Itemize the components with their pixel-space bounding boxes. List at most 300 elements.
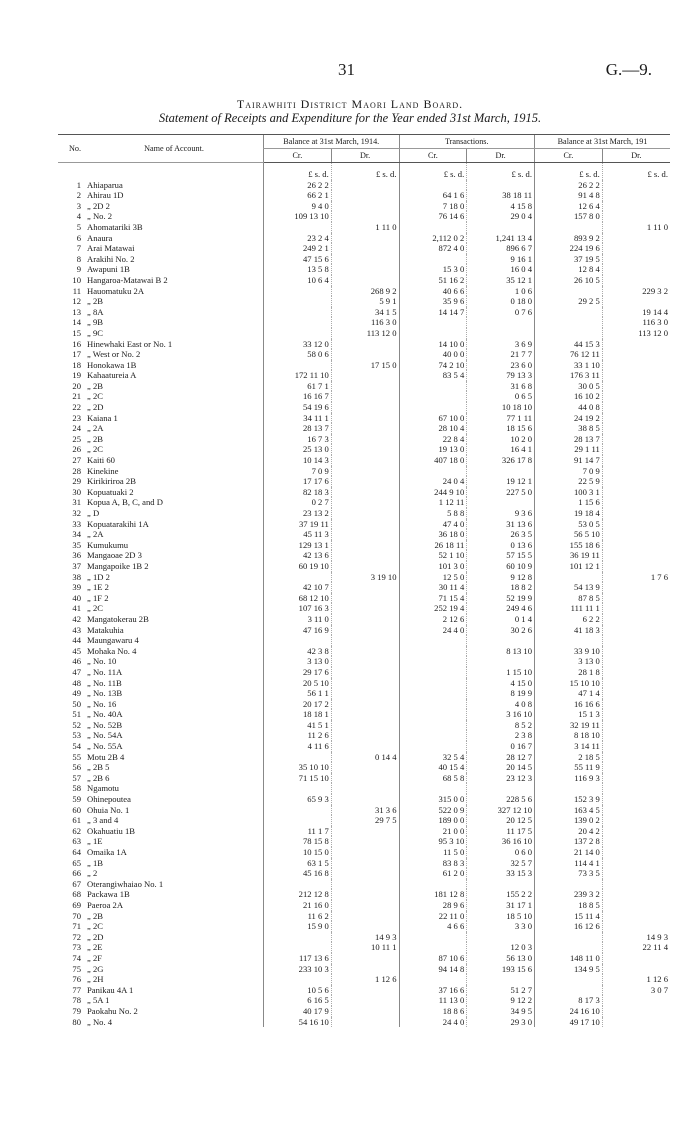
balance-1914-cr: 21 16 0 xyxy=(264,900,332,911)
balance-1914-cr: 3 11 0 xyxy=(264,614,332,625)
balance-1914-dr: 268 9 2 xyxy=(331,286,399,297)
row-number: 65 xyxy=(72,857,81,868)
balance-1915-cr: 139 0 2 xyxy=(535,815,603,826)
units-label: £ s. d. xyxy=(399,163,467,180)
transactions-cr: 18 8 6 xyxy=(399,1006,467,1017)
row-number: 8 xyxy=(76,253,81,264)
balance-1914-cr: 9 4 0 xyxy=(264,201,332,212)
balance-1915-cr: 41 18 3 xyxy=(535,625,603,636)
balance-1914-cr: 17 17 6 xyxy=(264,476,332,487)
balance-1914-dr: 116 3 0 xyxy=(331,317,399,328)
row-number: 68 xyxy=(72,889,81,900)
table-row xyxy=(58,413,670,424)
balance-1914-cr: 129 13 1 xyxy=(264,540,332,551)
balance-1915-cr: 49 17 10 xyxy=(535,1017,603,1028)
balance-1914-dr xyxy=(331,550,399,561)
row-number: 28 xyxy=(72,465,81,476)
balance-1915-cr: 24 16 10 xyxy=(535,1006,603,1017)
balance-1914-dr xyxy=(331,635,399,646)
table-row xyxy=(58,243,670,254)
balance-1914-dr xyxy=(331,667,399,678)
balance-1915-dr: 116 3 0 xyxy=(602,317,670,328)
balance-1914-dr xyxy=(331,540,399,551)
transactions-dr: 16 0 4 xyxy=(467,264,535,275)
table-row xyxy=(58,921,670,932)
balance-1914-dr: 29 7 5 xyxy=(331,815,399,826)
balance-1915-dr xyxy=(602,879,670,890)
transactions-dr: 327 12 10 xyxy=(467,805,535,816)
table-row xyxy=(58,847,670,858)
row-number: 16 xyxy=(72,338,81,349)
transactions-cr: 19 13 0 xyxy=(399,444,467,455)
balance-1915-cr: 73 3 5 xyxy=(535,868,603,879)
row-number: 42 xyxy=(72,613,81,624)
row-number: 12 xyxy=(72,296,81,307)
account-name: Ahomatariki 3B xyxy=(87,221,143,232)
transactions-dr: 0 1 4 xyxy=(467,614,535,625)
statement-subtitle: Statement of Receipts and Expenditure for the Year ended 31st March, 1915. xyxy=(158,111,542,125)
table-row xyxy=(58,222,670,233)
row-number: 11 xyxy=(72,285,81,296)
balance-1915-cr xyxy=(535,942,603,953)
balance-1915-dr xyxy=(602,921,670,932)
account-name: Hauomatuku 2A xyxy=(87,285,145,296)
transactions-cr: 68 5 8 xyxy=(399,773,467,784)
balance-1915-dr: 14 9 3 xyxy=(602,932,670,943)
table-row xyxy=(58,815,670,826)
group-header-balance-1915: Balance at 31st March, 191 xyxy=(535,135,671,149)
row-number: 66 xyxy=(72,868,81,879)
balance-1914-cr: 249 2 1 xyxy=(264,243,332,254)
group-header-transactions: Transactions. xyxy=(399,135,535,149)
row-number: 80 xyxy=(72,1016,81,1027)
account-name: „ 2 xyxy=(87,868,98,879)
balance-1915-cr: 157 8 0 xyxy=(535,211,603,222)
group-header-balance-1914: Balance at 31st March, 1914. xyxy=(264,135,400,149)
transactions-dr: 33 15 3 xyxy=(467,868,535,879)
balance-1915-dr: 22 11 4 xyxy=(602,942,670,953)
row-number: 33 xyxy=(72,518,81,529)
balance-1914-cr: 54 16 10 xyxy=(264,1017,332,1028)
table-row xyxy=(58,211,670,222)
account-name: „ 1B xyxy=(87,857,103,868)
transactions-cr xyxy=(399,180,467,191)
balance-1914-cr: 26 2 2 xyxy=(264,180,332,191)
table-row xyxy=(58,423,670,434)
transactions-dr: 8 13 10 xyxy=(467,646,535,657)
balance-1914-cr xyxy=(264,328,332,339)
balance-1914-cr: 7 0 9 xyxy=(264,466,332,477)
transactions-dr: 10 18 10 xyxy=(467,402,535,413)
balance-1915-dr xyxy=(602,349,670,360)
transactions-cr xyxy=(399,381,467,392)
row-number: 14 xyxy=(72,317,81,328)
row-number: 57 xyxy=(72,772,81,783)
balance-1915-dr xyxy=(602,254,670,265)
balance-1914-cr: 63 1 5 xyxy=(264,858,332,869)
balance-1915-cr: 19 18 4 xyxy=(535,508,603,519)
table-row xyxy=(58,868,670,879)
row-number: 37 xyxy=(72,560,81,571)
balance-1914-dr xyxy=(331,264,399,275)
balance-1914-cr: 25 13 0 xyxy=(264,444,332,455)
account-name: „ 2B xyxy=(87,296,103,307)
row-number: 6 xyxy=(76,232,81,243)
transactions-dr: 35 12 1 xyxy=(467,275,535,286)
transactions-dr: 18 5 10 xyxy=(467,911,535,922)
transactions-dr: 77 1 11 xyxy=(467,413,535,424)
account-name: „ 2E xyxy=(87,942,103,953)
units-label: £ s. d. xyxy=(467,163,535,180)
transactions-cr: 26 18 11 xyxy=(399,540,467,551)
transactions-dr: 0 7 6 xyxy=(467,307,535,318)
transactions-cr: 95 3 10 xyxy=(399,836,467,847)
balance-1915-dr xyxy=(602,805,670,816)
balance-1915-dr xyxy=(602,593,670,604)
balance-1914-cr: 23 2 4 xyxy=(264,233,332,244)
table-row xyxy=(58,995,670,1006)
account-name: „ No. 11A xyxy=(87,666,123,677)
balance-1914-dr xyxy=(331,730,399,741)
balance-1915-dr xyxy=(602,678,670,689)
balance-1915-cr xyxy=(535,985,603,996)
transactions-dr: 4 0 8 xyxy=(467,699,535,710)
balance-1915-cr: 24 19 2 xyxy=(535,413,603,424)
sub-header-dr: Dr. xyxy=(467,149,535,163)
account-name: Mangatokerau 2B xyxy=(87,613,149,624)
table-row xyxy=(58,286,670,297)
table-row xyxy=(58,974,670,985)
balance-1914-cr: 16 7 3 xyxy=(264,434,332,445)
transactions-dr: 228 5 6 xyxy=(467,794,535,805)
balance-1915-cr: 148 11 0 xyxy=(535,953,603,964)
balance-1914-dr xyxy=(331,519,399,530)
transactions-dr: 326 17 8 xyxy=(467,455,535,466)
account-name: „ 2B 5 xyxy=(87,762,110,773)
transactions-dr: 193 15 6 xyxy=(467,964,535,975)
balance-1915-dr xyxy=(602,339,670,350)
balance-1915-dr xyxy=(602,487,670,498)
balance-1915-dr xyxy=(602,646,670,657)
accounts-table xyxy=(58,134,670,1027)
transactions-cr: 2,112 0 2 xyxy=(399,233,467,244)
row-number: 43 xyxy=(72,624,81,635)
balance-1915-dr xyxy=(602,900,670,911)
transactions-cr: 87 10 6 xyxy=(399,953,467,964)
transactions-dr xyxy=(467,180,535,191)
balance-1915-dr xyxy=(602,794,670,805)
transactions-dr: 227 5 0 xyxy=(467,487,535,498)
balance-1915-cr: 76 12 11 xyxy=(535,349,603,360)
table-row xyxy=(58,201,670,212)
transactions-cr: 24 4 0 xyxy=(399,1017,467,1028)
transactions-cr xyxy=(399,317,467,328)
transactions-dr: 19 12 1 xyxy=(467,476,535,487)
balance-1915-dr xyxy=(602,667,670,678)
balance-1914-dr xyxy=(331,646,399,657)
balance-1914-dr xyxy=(331,858,399,869)
balance-1915-dr xyxy=(602,508,670,519)
transactions-cr: 11 5 0 xyxy=(399,847,467,858)
row-number: 61 xyxy=(72,815,81,826)
table-row xyxy=(58,826,670,837)
table-row xyxy=(58,858,670,869)
row-number: 29 xyxy=(72,476,81,487)
balance-1915-cr: 30 0 5 xyxy=(535,381,603,392)
balance-1915-cr: 163 4 5 xyxy=(535,805,603,816)
balance-1915-cr xyxy=(535,307,603,318)
balance-1914-dr xyxy=(331,678,399,689)
table-row xyxy=(58,656,670,667)
row-number: 51 xyxy=(72,709,81,720)
balance-1914-cr: 40 17 9 xyxy=(264,1006,332,1017)
balance-1915-cr: 1 15 6 xyxy=(535,497,603,508)
transactions-cr xyxy=(399,879,467,890)
account-name: Kinekine xyxy=(87,465,119,476)
balance-1915-dr: 229 3 2 xyxy=(602,286,670,297)
account-name: Kaiti 60 xyxy=(87,455,115,466)
balance-1914-dr: 1 12 6 xyxy=(331,974,399,985)
balance-1914-cr xyxy=(264,879,332,890)
transactions-dr: 29 3 0 xyxy=(467,1017,535,1028)
table-row xyxy=(58,466,670,477)
balance-1914-dr xyxy=(331,434,399,445)
row-number: 36 xyxy=(72,550,81,561)
account-name: Ahiaparua xyxy=(87,179,123,190)
transactions-cr: 35 9 6 xyxy=(399,296,467,307)
balance-1914-cr: 54 19 6 xyxy=(264,402,332,413)
account-name: Paeroa 2A xyxy=(87,899,124,910)
balance-1915-dr xyxy=(602,180,670,191)
transactions-dr: 0 6 0 xyxy=(467,847,535,858)
account-name: „ No. 11B xyxy=(87,677,122,688)
transactions-cr: 64 1 6 xyxy=(399,190,467,201)
table-row xyxy=(58,762,670,773)
balance-1914-cr: 23 13 2 xyxy=(264,508,332,519)
account-name: Packawa 1B xyxy=(87,889,130,900)
table-row xyxy=(58,699,670,710)
table-row xyxy=(58,296,670,307)
transactions-cr xyxy=(399,402,467,413)
row-number: 25 xyxy=(72,433,81,444)
table-row xyxy=(58,317,670,328)
balance-1915-dr xyxy=(602,413,670,424)
table-row xyxy=(58,381,670,392)
balance-1915-cr: 47 1 4 xyxy=(535,688,603,699)
table-row xyxy=(58,646,670,657)
balance-1914-cr xyxy=(264,360,332,371)
balance-1914-cr: 58 0 6 xyxy=(264,349,332,360)
balance-1915-dr: 113 12 0 xyxy=(602,328,670,339)
transactions-cr xyxy=(399,656,467,667)
balance-1915-cr: 91 14 7 xyxy=(535,455,603,466)
document-code: G.—9. xyxy=(605,60,652,79)
transactions-cr: 52 1 10 xyxy=(399,550,467,561)
balance-1915-dr xyxy=(602,582,670,593)
transactions-dr: 23 6 0 xyxy=(467,360,535,371)
row-number: 38 xyxy=(72,571,81,582)
transactions-cr: 244 9 10 xyxy=(399,487,467,498)
row-number: 55 xyxy=(72,751,81,762)
balance-1915-cr: 224 19 6 xyxy=(535,243,603,254)
balance-1914-dr xyxy=(331,593,399,604)
balance-1914-cr: 107 16 3 xyxy=(264,603,332,614)
balance-1915-dr xyxy=(602,720,670,731)
transactions-dr: 0 18 0 xyxy=(467,296,535,307)
table-row xyxy=(58,540,670,551)
balance-1914-dr xyxy=(331,868,399,879)
transactions-dr: 31 6 8 xyxy=(467,381,535,392)
balance-1914-cr: 20 17 2 xyxy=(264,699,332,710)
balance-1914-dr xyxy=(331,201,399,212)
table-row xyxy=(58,1017,670,1028)
table-row xyxy=(58,391,670,402)
balance-1915-dr xyxy=(602,402,670,413)
transactions-cr: 36 18 0 xyxy=(399,529,467,540)
balance-1915-cr: 26 2 2 xyxy=(535,180,603,191)
account-name: Anaura xyxy=(87,232,113,243)
transactions-cr xyxy=(399,222,467,233)
table-row xyxy=(58,233,670,244)
balance-1914-cr: 37 19 11 xyxy=(264,519,332,530)
balance-1915-dr xyxy=(602,964,670,975)
balance-1914-cr: 172 11 10 xyxy=(264,370,332,381)
transactions-cr: 28 9 6 xyxy=(399,900,467,911)
balance-1914-dr xyxy=(331,455,399,466)
table-row xyxy=(58,180,670,191)
transactions-dr: 0 16 7 xyxy=(467,741,535,752)
balance-1914-dr xyxy=(331,783,399,794)
balance-1914-cr: 33 12 0 xyxy=(264,339,332,350)
table-row xyxy=(58,593,670,604)
balance-1915-cr: 7 0 9 xyxy=(535,466,603,477)
balance-1915-cr: 893 9 2 xyxy=(535,233,603,244)
balance-1915-dr xyxy=(602,773,670,784)
account-name: Mangapoike 1B 2 xyxy=(87,560,149,571)
row-number: 60 xyxy=(72,804,81,815)
balance-1915-cr: 32 19 11 xyxy=(535,720,603,731)
table-row xyxy=(58,964,670,975)
transactions-cr xyxy=(399,730,467,741)
transactions-dr: 31 17 1 xyxy=(467,900,535,911)
row-number: 15 xyxy=(72,327,81,338)
balance-1915-cr: 37 19 5 xyxy=(535,254,603,265)
balance-1915-cr: 54 13 9 xyxy=(535,582,603,593)
balance-1915-dr xyxy=(602,858,670,869)
account-name: „ 2C xyxy=(87,921,103,932)
table-row xyxy=(58,1006,670,1017)
account-name: Mohaka No. 4 xyxy=(87,645,137,656)
balance-1915-cr: 3 14 11 xyxy=(535,741,603,752)
transactions-dr: 12 0 3 xyxy=(467,942,535,953)
table-row xyxy=(58,487,670,498)
table-row xyxy=(58,360,670,371)
transactions-dr: 23 12 3 xyxy=(467,773,535,784)
balance-1914-cr xyxy=(264,286,332,297)
transactions-dr: 3 3 0 xyxy=(467,921,535,932)
account-name: „ No. 2 xyxy=(87,211,113,222)
balance-1915-dr xyxy=(602,264,670,275)
row-number: 45 xyxy=(72,645,81,656)
balance-1914-dr xyxy=(331,847,399,858)
row-number: 27 xyxy=(72,455,81,466)
transactions-cr: 32 5 4 xyxy=(399,752,467,763)
transactions-dr: 249 4 6 xyxy=(467,603,535,614)
transactions-dr: 0 13 6 xyxy=(467,540,535,551)
transactions-dr: 2 3 8 xyxy=(467,730,535,741)
balance-1915-dr xyxy=(602,1006,670,1017)
account-name: „ 9C xyxy=(87,327,103,338)
balance-1915-cr: 101 12 1 xyxy=(535,561,603,572)
balance-1914-cr: 18 18 1 xyxy=(264,709,332,720)
table-row xyxy=(58,794,670,805)
balance-1914-dr xyxy=(331,508,399,519)
balance-1914-dr xyxy=(331,741,399,752)
balance-1915-cr xyxy=(535,317,603,328)
transactions-dr: 1 15 10 xyxy=(467,667,535,678)
balance-1914-cr: 4 11 6 xyxy=(264,741,332,752)
balance-1914-cr: 47 15 6 xyxy=(264,254,332,265)
balance-1914-dr xyxy=(331,762,399,773)
transactions-dr: 896 6 7 xyxy=(467,243,535,254)
balance-1914-cr: 6 16 5 xyxy=(264,995,332,1006)
account-name: „ 8A xyxy=(87,306,104,317)
balance-1914-dr xyxy=(331,889,399,900)
organization-title: Tairawhiti District Maori Land Board. xyxy=(236,97,464,111)
balance-1915-cr: 36 19 11 xyxy=(535,550,603,561)
transactions-cr: 37 16 6 xyxy=(399,985,467,996)
balance-1914-dr xyxy=(331,254,399,265)
balance-1915-dr xyxy=(602,889,670,900)
balance-1914-dr xyxy=(331,529,399,540)
balance-1914-dr xyxy=(331,879,399,890)
balance-1915-cr xyxy=(535,328,603,339)
balance-1915-dr xyxy=(602,391,670,402)
row-number: 52 xyxy=(72,719,81,730)
account-name: „ 2C xyxy=(87,603,103,614)
table-row xyxy=(58,275,670,286)
balance-1915-cr xyxy=(535,783,603,794)
account-name: „ No. 54A xyxy=(87,730,123,741)
balance-1914-cr: 82 18 3 xyxy=(264,487,332,498)
balance-1914-cr xyxy=(264,932,332,943)
balance-1914-dr xyxy=(331,391,399,402)
balance-1915-dr xyxy=(602,466,670,477)
row-number: 41 xyxy=(72,603,81,614)
balance-1914-dr xyxy=(331,561,399,572)
balance-1914-cr xyxy=(264,783,332,794)
balance-1914-dr xyxy=(331,381,399,392)
row-number: 24 xyxy=(72,423,81,434)
row-number: 73 xyxy=(72,942,81,953)
transactions-dr: 57 15 5 xyxy=(467,550,535,561)
row-number: 54 xyxy=(72,741,81,752)
transactions-dr: 31 13 6 xyxy=(467,519,535,530)
balance-1914-cr: 41 5 1 xyxy=(264,720,332,731)
balance-1914-cr: 78 15 8 xyxy=(264,836,332,847)
balance-1915-cr: 6 2 2 xyxy=(535,614,603,625)
transactions-dr: 4 15 0 xyxy=(467,678,535,689)
balance-1915-cr: 28 13 7 xyxy=(535,434,603,445)
transactions-cr xyxy=(399,328,467,339)
balance-1914-cr xyxy=(264,815,332,826)
transactions-cr: 522 0 9 xyxy=(399,805,467,816)
balance-1915-cr: 137 2 8 xyxy=(535,836,603,847)
table-row xyxy=(58,349,670,360)
table-row xyxy=(58,942,670,953)
balance-1914-cr: 10 15 0 xyxy=(264,847,332,858)
balance-1914-dr xyxy=(331,614,399,625)
